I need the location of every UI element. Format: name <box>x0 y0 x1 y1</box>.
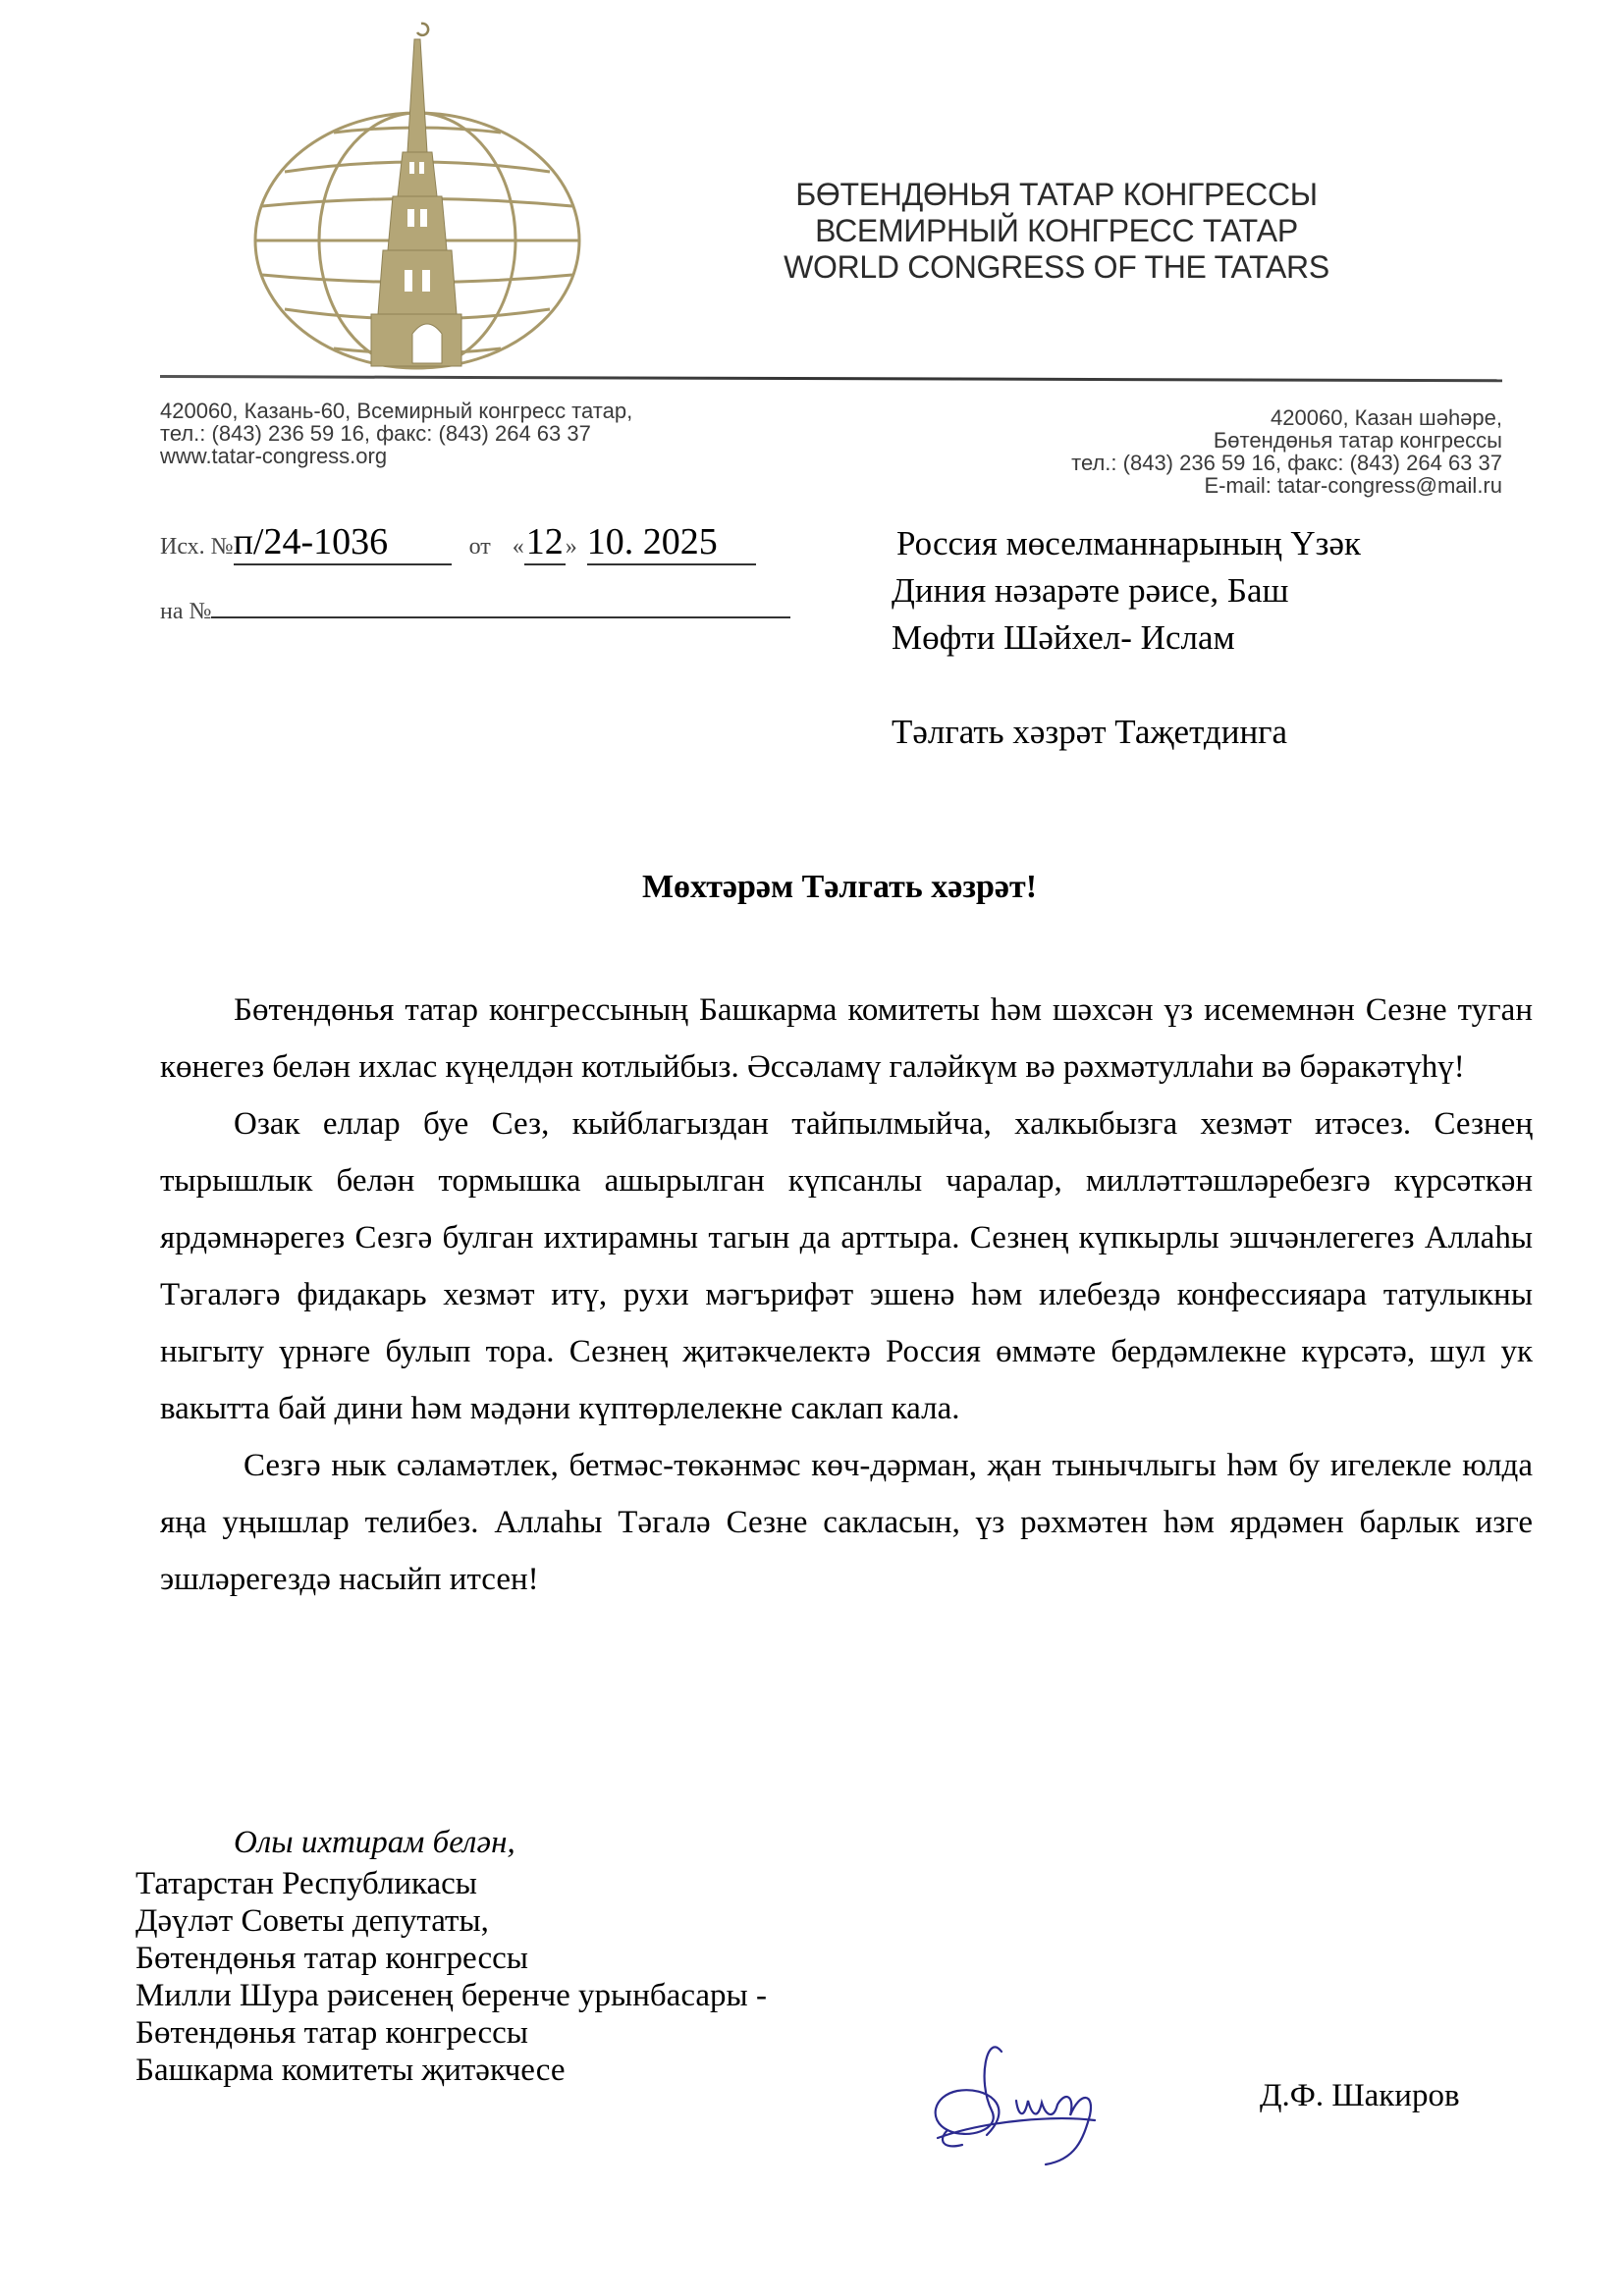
signer-title-line: Татарстан Республикасы <box>135 1866 477 1901</box>
recipient-line: Россия мөселманнарының Үзәк <box>896 524 1362 562</box>
org-name-tatar: БӨТЕНДӨНЬЯ ТАТАР КОНГРЕССЫ <box>795 177 1318 212</box>
closing-block <box>135 1824 767 2089</box>
date-month-year: 10. 2025 <box>587 520 756 565</box>
signer-title-line: Дәүләт Советы депутаты, <box>135 1903 489 1939</box>
org-name-russian: ВСЕМИРНЫЙ КОНГРЕСС ТАТАР <box>815 213 1298 248</box>
tower-globe-logo-icon <box>241 15 594 373</box>
phone-fax-line: тел.: (843) 236 59 16, факс: (843) 264 63 37 <box>160 421 591 446</box>
signer-name: Д.Ф. Шакиров <box>1260 2078 1460 2113</box>
organization-name <box>762 177 1351 286</box>
recipient-block <box>892 520 1361 756</box>
recipient-line: Мөфти Шәйхел- Ислам <box>892 618 1235 657</box>
org-line: Бөтендөнья татар конгрессы <box>1213 428 1502 453</box>
phone-fax-line: тел.: (843) 236 59 16, факс: (843) 264 63 37 <box>1071 451 1502 475</box>
address-line: 420060, Казан шәһәре, <box>1271 405 1502 430</box>
recipient-spacer <box>892 662 1361 709</box>
signer-title-line: Милли Шура рәисенең беренче урынбасары - <box>135 1978 767 2013</box>
address-block-russian <box>160 400 632 467</box>
email-link[interactable]: E-mail: tatar-congress@mail.ru <box>1204 473 1502 498</box>
outgoing-label: Исх. № <box>160 534 234 560</box>
handwritten-signature-icon <box>908 2022 1164 2169</box>
address-line: 420060, Казань-60, Всемирный конгресс татар, <box>160 399 633 423</box>
letter-body <box>160 982 1533 1608</box>
recipient-line: Диния нәзарәте рәисе, Баш <box>892 571 1289 610</box>
signer-title-line: Бөтендөнья татар конгрессы <box>135 1941 528 1976</box>
greeting-text: Мөхтәрәм Тәлгать хәзрәт! <box>641 869 1038 905</box>
reply-row <box>160 579 790 638</box>
address-block-tatar <box>1071 406 1502 497</box>
outgoing-row <box>160 520 790 579</box>
reference-block <box>160 520 790 638</box>
quote-close: » <box>565 534 577 560</box>
date-day: 12 <box>524 520 566 565</box>
signer-title-line: Бөтендөнья татар конгрессы <box>135 2015 528 2051</box>
body-paragraph: Бөтендөнья татар конгрессының Башкарма комитеты һәм шәхсән үз исемемнән Сезне туган көнегез белән ихлас күңелдән котлыйбыз. Әссәламү галәйкүм вә рәхмәтуллаһи вә бәракәтүһү! <box>160 992 1533 1085</box>
letterhead-divider <box>160 375 1502 382</box>
recipient-name: Тәлгать хәзрәт Таҗетдинга <box>892 713 1288 751</box>
from-label: от <box>468 534 491 560</box>
signer-title-line: Башкарма комитеты җитәкчесе <box>135 2053 566 2088</box>
reply-label: на № <box>160 599 212 624</box>
closing-salutation: Олы ихтирам белән, <box>234 1825 515 1860</box>
body-paragraph: Сезгә нык сәламәтлек, бетмәс-төкәнмәс көч-дәрман, җан тынычлыгы һәм бу игелекле юлда яңа уңышлар телибез. Аллаһы Тәгалә Сезне сакласын, үз рәхмәтен һәм ярдәмен барлык изге эшләрегездә насыйп итсен! <box>160 1448 1533 1597</box>
greeting-heading <box>0 869 1624 906</box>
org-name-english: WORLD CONGRESS OF THE TATARS <box>784 249 1329 285</box>
outgoing-number: п/24-1036 <box>234 520 452 565</box>
body-paragraph: Озак еллар буе Сез, кыйблагыздан тайпылмыйча, халкыбызга хезмәт итәсез. Сезнең тырышлык белән тормышка ашырылган күпсанлы чаралар, милләттәшләребезгә күрсәткән ярдәмнәрегез Сезгә булган ихтирамны тагын да арттыра. Сезнең күпкырлы эшчәнлегегез Аллаһы Тәгаләгә фидакарь хезмәт итү, рухи мәгърифәт эшенә һәм илебездә конфессияара татулыкны ныгыту үрнәге булып тора. Сезнең җитәкчелектә Россия өммәте бердәмлекне күрсәтә, шул ук вакытта бай дини һәм мәдәни күптөрлелекне саклап кала. <box>160 1106 1533 1426</box>
website-link[interactable]: www.tatar-congress.org <box>160 444 388 468</box>
reply-number <box>211 579 790 618</box>
quote-open: « <box>512 534 524 560</box>
